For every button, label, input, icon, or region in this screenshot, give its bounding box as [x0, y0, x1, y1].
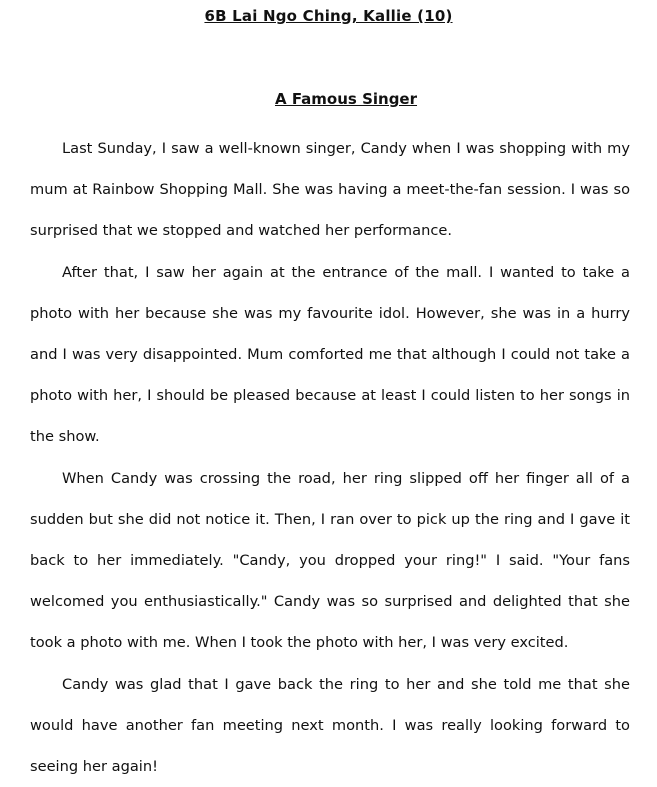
essay-body — [30, 128, 630, 787]
essay-title: A Famous Singer — [274, 90, 418, 108]
essay-paragraph-2: After that, I saw her again at the entrance of the mall. I wanted to take a photo with her because she was my favourite idol. However, she was in a hurry and I was very disappointed. Mum comforted me that although I could not take a photo with her, I should be pleased because at least I could listen to her songs in the show. — [30, 263, 630, 446]
essay-paragraph-3: When Candy was crossing the road, her ring slipped off her finger all of a sudden but she did not notice it. Then, I ran over to pick up the ring and I gave it back to her immediately. "Candy, you dropped your ring!" I said. "Your fans welcomed you enthusiastically." Candy was so surprised and delighted that she took a photo with me. When I took the photo with her, I was very excited. — [30, 469, 630, 652]
essay-paragraph-1: Last Sunday, I saw a well-known singer, Candy when I was shopping with my mum at Rainbow Shopping Mall. She was having a meet-the-fan session. I was so surprised that we stopped and watched her performance. — [30, 140, 630, 240]
student-name-header: 6B Lai Ngo Ching, Kallie (10) — [204, 7, 453, 25]
essay-paragraph-4: Candy was glad that I gave back the ring to her and she told me that she would have another fan meeting next month. I was really looking forward to seeing her again! — [30, 675, 630, 776]
